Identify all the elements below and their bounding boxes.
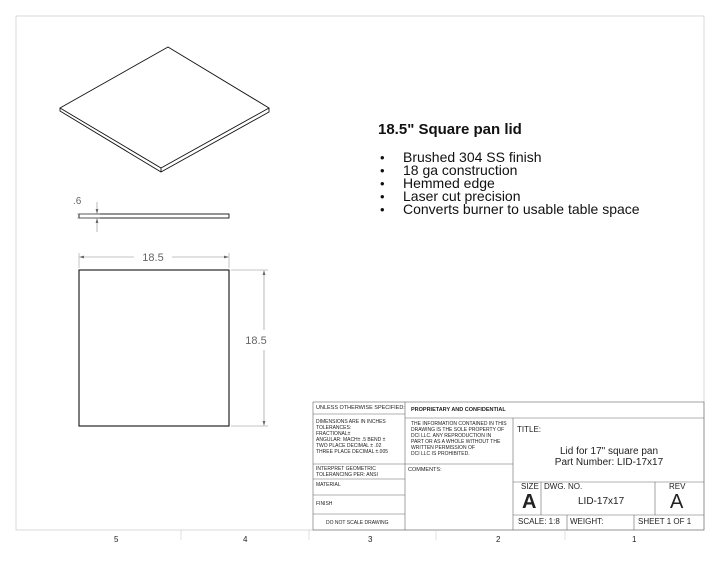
front-outline [79,270,229,426]
feature-list [378,151,640,216]
product-title: 18.5" Square pan lid [378,121,522,138]
zone-label: 4 [243,535,248,544]
tb-weight: WEIGHT: [570,517,604,526]
zone-label: 1 [632,535,637,544]
feature-item: • Brushed 304 SS finish [378,151,640,164]
feature-item: • 18 ga construction [378,164,640,177]
zone-ticks [181,530,565,540]
tb-three-place: THREE PLACE DECIMAL ±.005 [316,449,389,455]
width-arrow-right [224,256,229,259]
feature-item: • Laser cut precision [378,190,640,203]
tb-two-place: TWO PLACE DECIMAL ± .02 [316,443,382,449]
tb-prop-line5: WRITTEN PERMISSION OF [411,445,475,451]
side-profile [79,214,229,218]
thickness-dim-text: .6 [73,196,82,207]
tb-description-line2: Part Number: LID-17x17 [554,457,664,468]
isometric-view [60,47,269,172]
zone-label: 5 [114,535,119,544]
zone-label: 3 [368,535,373,544]
tb-finish: FINISH [316,501,333,507]
tb-title-label: TITLE: [517,425,542,434]
tb-do-not-scale: DO NOT SCALE DRAWING [326,520,389,526]
thickness-arrow-bottom [96,218,99,223]
tb-material: MATERIAL [316,482,341,488]
tb-prop-line2: DRAWING IS THE SOLE PROPERTY OF [411,427,505,433]
zone-label: 2 [496,535,501,544]
tb-proprietary: PROPRIETARY AND CONFIDENTIAL [411,407,506,413]
tb-interpret: INTERPRET GEOMETRIC [316,466,376,472]
tb-size-label: SIZE [521,482,539,491]
tb-tolerancing: TOLERANCING PER: ANSI [316,472,378,478]
tb-comments: COMMENTS: [408,467,442,473]
tb-dwg-label: DWG. NO. [544,482,583,491]
tb-fractional: FRACTIONAL± [316,431,351,437]
tb-size-value: A [522,491,537,513]
tb-prop-line3: DCI LLC. ANY REPRODUCTION IN [411,433,492,439]
width-arrow-left [79,256,84,259]
tb-angular: ANGULAR: MACH± .5 BEND ± [316,437,386,443]
tb-scale: SCALE: 1:8 [518,517,560,526]
height-dim-text: 18.5 [245,335,267,347]
tb-prop-line1: THE INFORMATION CONTAINED IN THIS [411,421,507,427]
tb-sheet: SHEET 1 OF 1 [638,517,692,526]
tb-prop-line4: PART OR AS A WHOLE WITHOUT THE [411,439,501,445]
iso-top-face [60,47,269,168]
feature-item: • Hemmed edge [378,177,640,190]
tb-description-line1: Lid for 17" square pan [559,446,659,457]
tb-rev-label: REV [669,482,686,491]
front-view [79,253,268,426]
width-dim-text: 18.5 [142,252,164,264]
side-view [77,202,229,232]
tb-rev-value: A [670,491,684,513]
tb-prop-line6: DCI LLC IS PROHIBITED. [411,451,470,457]
tb-tolerances: TOLERANCES: [316,425,352,431]
tb-unless-specified: UNLESS OTHERWISE SPECIFIED: [316,405,405,411]
feature-item: • Converts burner to usable table space [378,203,640,216]
height-arrow-top [263,270,266,275]
tb-dwg-value: LID-17x17 [578,496,625,507]
tb-dims-inches: DIMENSIONS ARE IN INCHES [316,419,386,425]
height-arrow-bottom [263,421,266,426]
thickness-arrow-top [96,209,99,214]
